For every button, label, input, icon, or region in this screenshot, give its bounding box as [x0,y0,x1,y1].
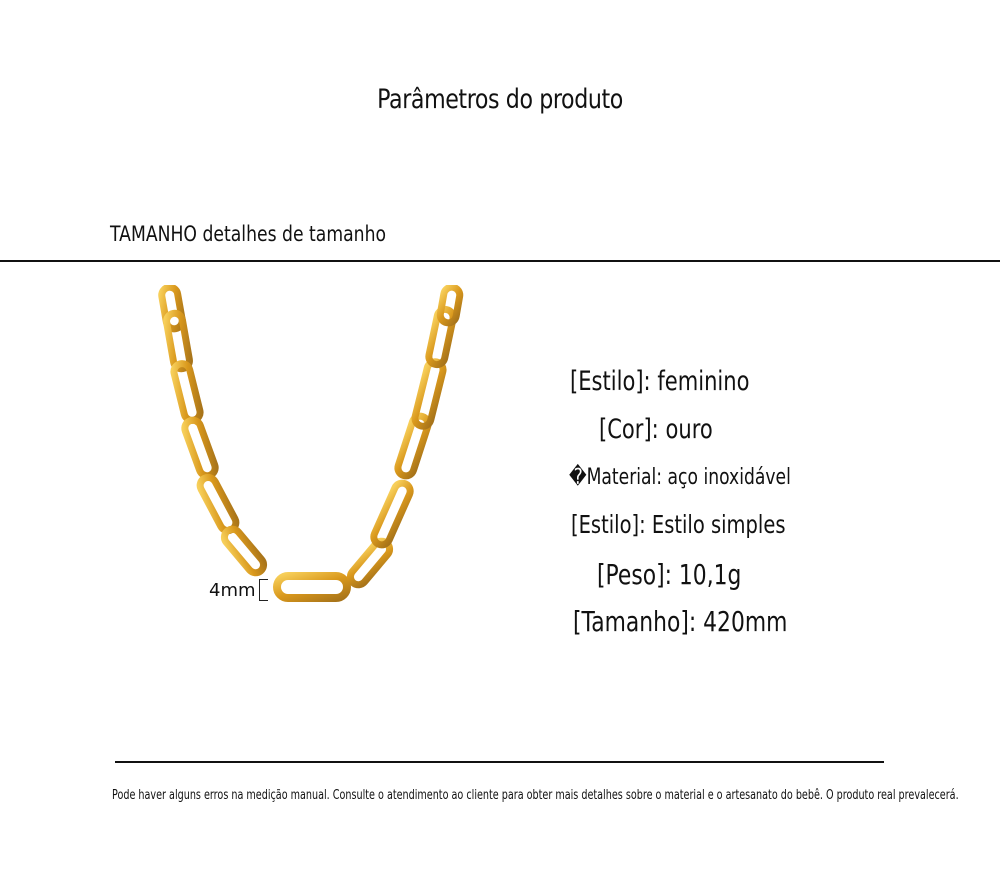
disclaimer-note: Pode haver alguns erros na medição manual. Consulte o atendimento ao cliente para obter mais detalhes sobre o material e o artesanato do bebê. O produto real prevalecerá. [112,788,959,803]
dimension-bracket [259,579,268,601]
dimension-label: 4mm [209,580,256,601]
size-section-label: TAMANHO detalhes de tamanho [110,222,387,246]
param-weight: [Peso]: 10,1g [597,558,742,591]
gold-chain-necklace-image [140,285,480,625]
footer-divider [115,761,884,763]
param-style-simple: [Estilo]: Estilo simples [571,510,786,539]
param-size: [Tamanho]: 420mm [573,605,788,638]
param-color: [Cor]: ouro [599,414,713,445]
param-material: �Material: aço inoxidável [569,465,791,490]
section-divider [0,260,1000,262]
param-style: [Estilo]: feminino [570,366,750,397]
page-title: Parâmetros do produto [377,84,623,115]
